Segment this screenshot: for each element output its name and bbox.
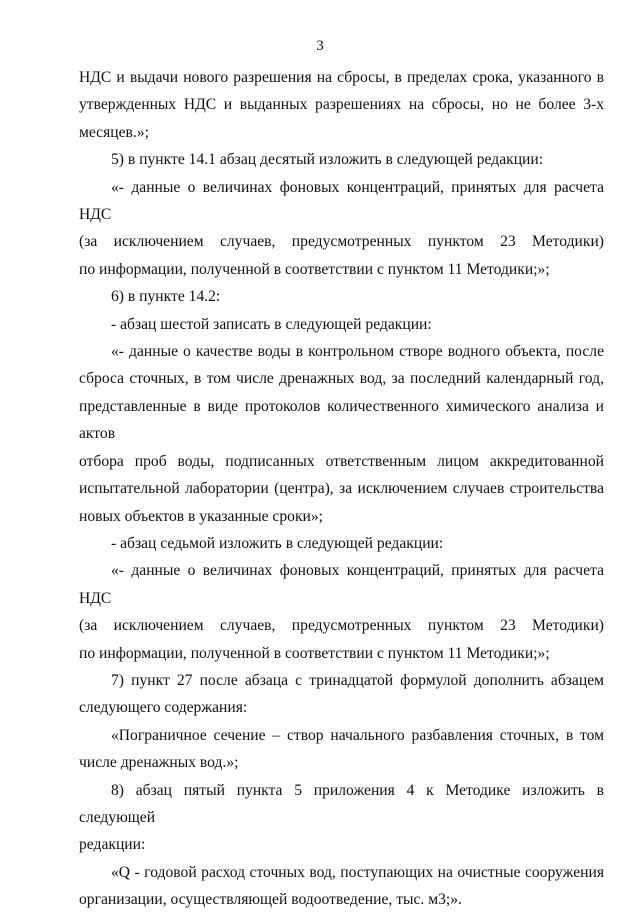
text-line: числе дренажных вод.»;	[79, 754, 239, 772]
paragraph-12	[79, 859, 604, 914]
paragraph-1	[79, 64, 604, 146]
text-line: «- данные о качестве воды в контрольном створе водного объекта, после	[111, 343, 604, 361]
text-line: по информации, полученной в соответствии с пунктом 11 Методики;»;	[79, 644, 550, 662]
paragraph-10	[79, 722, 604, 777]
paragraph-8	[79, 557, 604, 667]
paragraph-9	[79, 667, 604, 722]
text-line: 7) пункт 27 после абзаца с тринадцатой формулой дополнить абзацем	[111, 671, 604, 689]
paragraph-5	[79, 311, 604, 338]
page-number: 3	[316, 38, 324, 54]
text-line: НДС и выдачи нового разрешения на сбросы, в пределах срока, указанного в	[79, 69, 604, 86]
text-line: «- данные о величинах фоновых концентраций, принятых для расчета НДС	[79, 562, 604, 607]
text-line: испытательной лаборатории (центра), за исключением случаев строительства	[79, 480, 604, 498]
text-line: редакции:	[79, 836, 146, 854]
text-line: представленные в виде протоколов количественного химического анализа и актов	[79, 397, 604, 443]
text-line: 5) в пункте 14.1 абзац десятый изложить в следующей редакции:	[111, 151, 544, 169]
paragraph-2	[79, 146, 604, 173]
document-body	[79, 64, 604, 914]
text-line: 6) в пункте 14.2:	[111, 288, 221, 306]
text-line: отбора проб воды, подписанных ответственным лицом аккредитованной	[79, 452, 604, 470]
text-line: (за исключением случаев, предусмотренных пунктом 23 Методики)	[79, 233, 604, 251]
paragraph-3	[79, 174, 604, 284]
text-line: - абзац шестой записать в следующей редакции:	[111, 315, 432, 333]
text-line: новых объектов в указанные сроки»;	[79, 507, 323, 525]
text-line: «Пограничное сечение – створ начального разбавления сточных, в том	[111, 726, 604, 744]
text-line: - абзац седьмой изложить в следующей редакции:	[111, 534, 444, 552]
text-line: по информации, полученной в соответствии с пунктом 11 Методики;»;	[79, 260, 550, 278]
text-line: месяцев.»;	[79, 123, 149, 141]
paragraph-11	[79, 777, 604, 859]
text-line: следующего содержания:	[79, 699, 248, 717]
text-line: организации, осуществляющей водоотведение, тыс. м3;».	[79, 891, 462, 909]
text-line: 8) абзац пятый пункта 5 приложения 4 к Методике изложить в следующей	[79, 781, 604, 826]
paragraph-4	[79, 283, 604, 310]
paragraph-6	[79, 338, 604, 530]
paragraph-7	[79, 530, 604, 557]
text-line: «- данные о величинах фоновых концентраций, принятых для расчета НДС	[79, 178, 604, 224]
text-line: утвержденных НДС и выданных разрешениях на сбросы, но не более 3-х	[79, 96, 604, 114]
text-line: (за исключением случаев, предусмотренных пунктом 23 Методики)	[79, 617, 604, 635]
text-line: сброса сточных, в том числе дренажных вод, за последний календарный год,	[79, 370, 604, 388]
text-line: «Q - годовой расход сточных вод, поступающих на очистные сооружения	[111, 863, 604, 881]
